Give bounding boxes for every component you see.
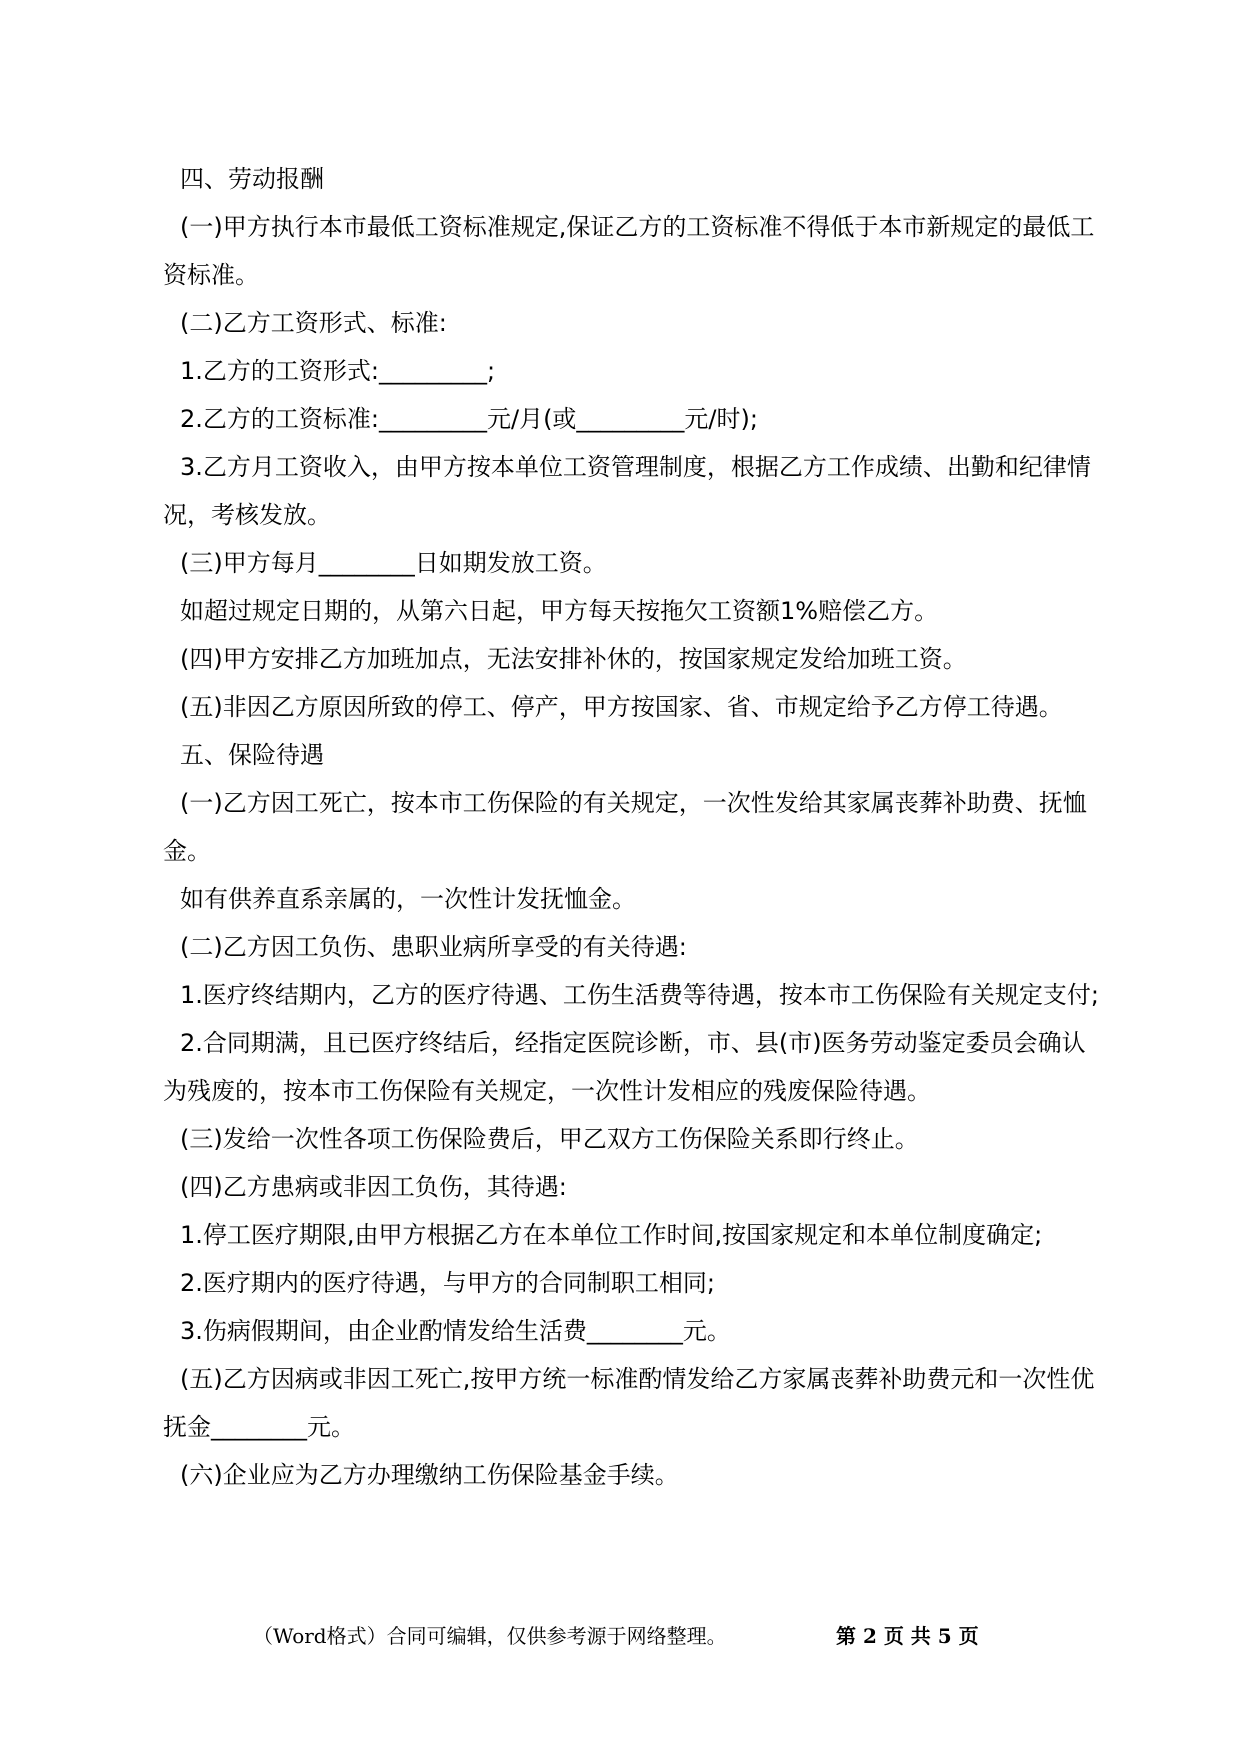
page-number: 第 2 页 共 5 页: [836, 1624, 979, 1648]
section-heading-remuneration: 四、劳动报酬: [180, 165, 324, 193]
clause-paragraph: 1.医疗终结期内，乙方的医疗待遇、工伤生活费等待遇，按本市工伤保险有关规定支付;: [180, 981, 1099, 1009]
clause-paragraph: 如有供养直系亲属的，一次性计发抚恤金。: [180, 885, 636, 913]
clause-paragraph: 1.停工医疗期限,由甲方根据乙方在本单位工作时间,按国家规定和本单位制度确定;: [180, 1221, 1043, 1249]
clause-paragraph: (五)非因乙方原因所致的停工、停产，甲方按国家、省、市规定给予乙方停工待遇。: [180, 693, 1063, 721]
clause-paragraph: 如超过规定日期的，从第六日起，甲方每天按拖欠工资额1%赔偿乙方。: [180, 597, 939, 625]
page-footer: [0, 1620, 1241, 1650]
footer-note: （Word格式）合同可编辑，仅供参考源于网络整理。: [253, 1624, 727, 1648]
clause-paragraph: 2.乙方的工资标准:_________元/月(或_________元/时);: [180, 405, 758, 433]
clause-paragraph: (五)乙方因病或非因工死亡,按甲方统一标准酌情发给乙方家属丧葬补助费元和一次性优抚金________元。: [163, 1365, 1095, 1441]
clause-paragraph: 2.合同期满，且已医疗终结后，经指定医院诊断，市、县(市)医务劳动鉴定委员会确认为残废的，按本市工伤保险有关规定，一次性计发相应的残废保险待遇。: [163, 1029, 1086, 1105]
clause-paragraph: 1.乙方的工资形式:_________;: [180, 357, 496, 385]
clause-paragraph: (二)乙方因工负伤、患职业病所享受的有关待遇:: [180, 933, 687, 961]
clause-paragraph: (三)甲方每月________日如期发放工资。: [180, 549, 607, 577]
clause-paragraph: 3.伤病假期间，由企业酌情发给生活费________元。: [180, 1317, 731, 1345]
clause-paragraph: (三)发给一次性各项工伤保险费后，甲乙双方工伤保险关系即行终止。: [180, 1125, 919, 1153]
clause-paragraph: (四)甲方安排乙方加班加点，无法安排补休的，按国家规定发给加班工资。: [180, 645, 967, 673]
clause-paragraph: (四)乙方患病或非因工负伤，其待遇:: [180, 1173, 567, 1201]
clause-paragraph: (一)乙方因工死亡，按本市工伤保险的有关规定，一次性发给其家属丧葬补助费、抚恤金。: [163, 789, 1087, 865]
section-heading-insurance: 五、保险待遇: [180, 741, 324, 769]
clause-paragraph: (六)企业应为乙方办理缴纳工伤保险基金手续。: [180, 1461, 679, 1489]
clause-paragraph: (二)乙方工资形式、标准:: [180, 309, 447, 337]
clause-paragraph: 3.乙方月工资收入，由甲方按本单位工资管理制度，根据乙方工作成绩、出勤和纪律情况，考核发放。: [163, 453, 1091, 529]
clause-paragraph: (一)甲方执行本市最低工资标准规定,保证乙方的工资标准不得低于本市新规定的最低工资标准。: [163, 213, 1095, 289]
document-body: [163, 155, 1103, 1499]
clause-paragraph: 2.医疗期内的医疗待遇，与甲方的合同制职工相同;: [180, 1269, 715, 1297]
